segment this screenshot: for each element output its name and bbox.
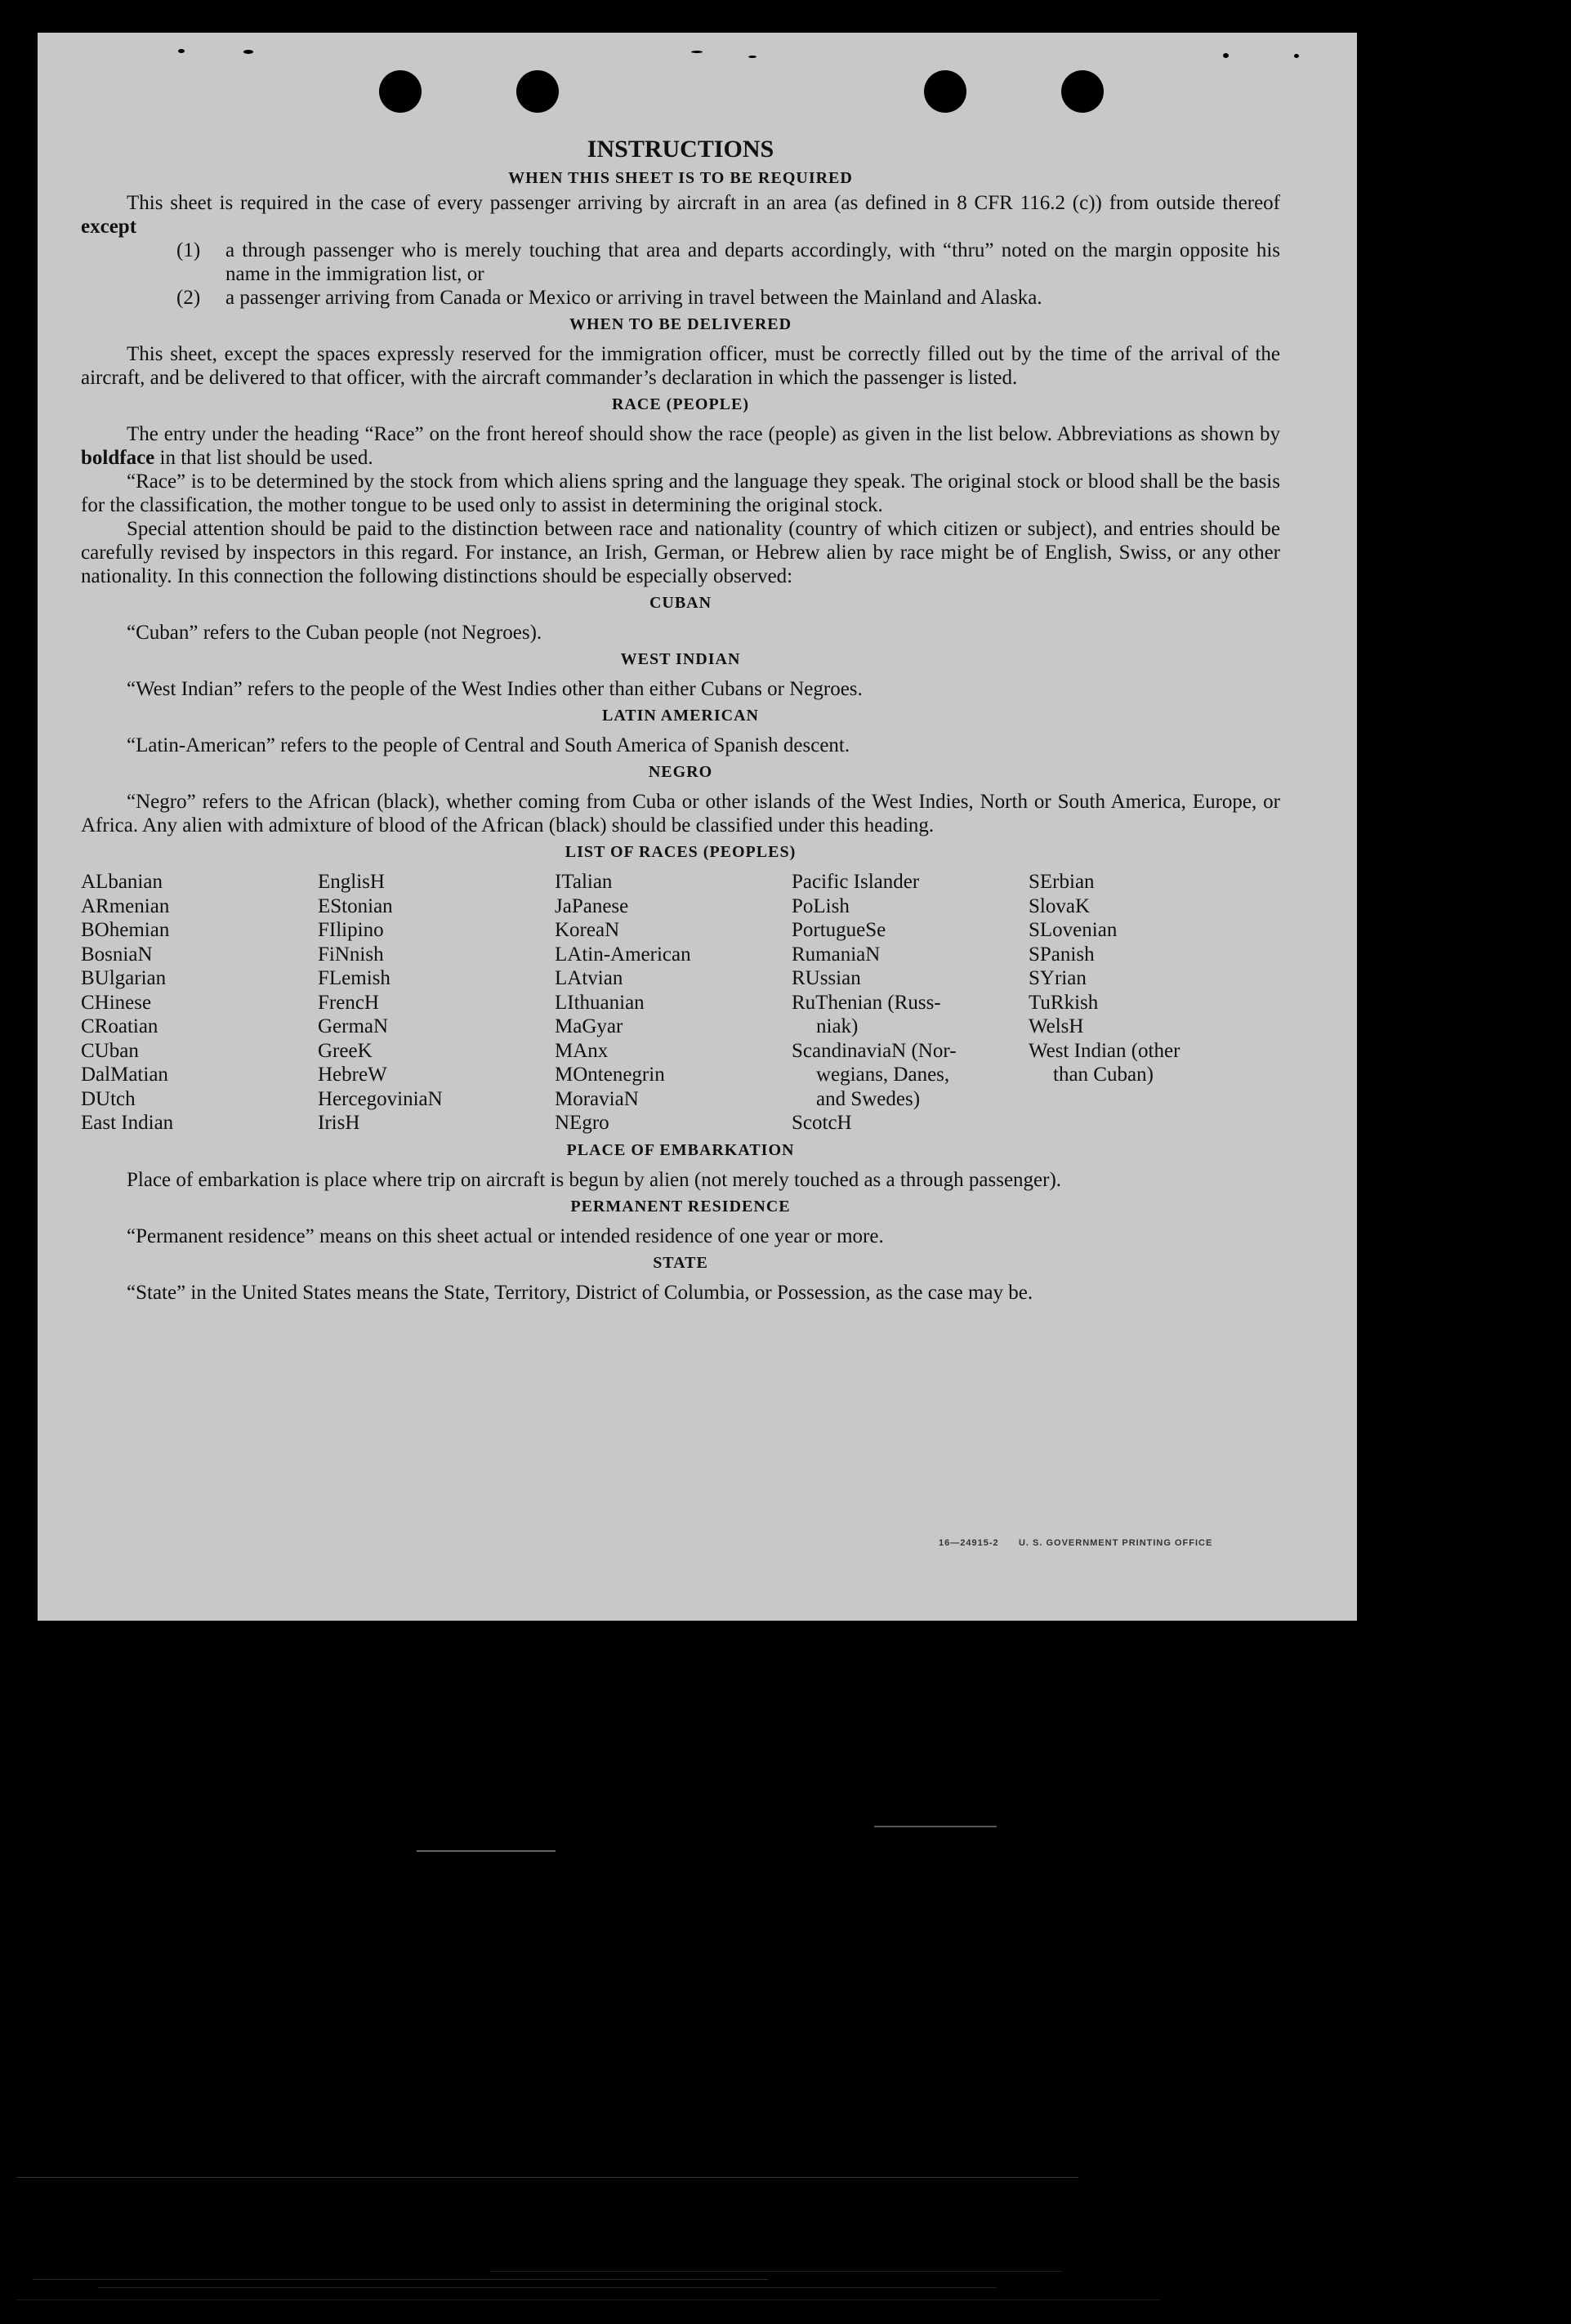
- races-column-2: [318, 870, 555, 1135]
- race-entry: SErbian: [1029, 871, 1095, 893]
- race-entry: BUlgarian: [81, 967, 167, 989]
- race-entry: ALbanian: [81, 871, 163, 893]
- form-code: 16—24915-2: [939, 1538, 999, 1548]
- race-entry: FiNnish: [318, 943, 384, 966]
- race-entry: IrisH: [318, 1112, 360, 1134]
- race-entry: ARmenian: [81, 894, 170, 917]
- race-entry: ScandinaviaN (Nor-: [792, 1039, 957, 1062]
- races-column-1: [81, 870, 318, 1135]
- race-entry: BOhemian: [81, 919, 170, 941]
- document-page: [38, 33, 1357, 1621]
- race-entry-continuation: wegians, Danes,: [816, 1064, 950, 1086]
- race-paragraph-1: The entry under the heading “Race” on the front hereof should show the race (people) as given in the list below. Abbreviations as shown by boldface in that list should be used.: [81, 423, 1280, 469]
- punch-hole-1: [379, 70, 422, 113]
- residence-text: “Permanent residence” means on this sheet actual or intended residence of one year or more.: [127, 1224, 884, 1247]
- heading-state: STATE: [653, 1253, 708, 1272]
- race-entry: DUtch: [81, 1087, 136, 1110]
- required-intro: This sheet is required in the case of every passenger arriving by aircraft in an area (as defined in 8 CFR 116.2 (c)) from outside thereof except: [81, 192, 1280, 238]
- race-entry: CRoatian: [81, 1015, 158, 1037]
- race-entry: MaGyar: [555, 1015, 623, 1037]
- race-entry: BosniaN: [81, 943, 153, 966]
- race-entry: FLemish: [318, 967, 391, 989]
- race-entry: EStonian: [318, 894, 393, 917]
- race-entry: KoreaN: [555, 919, 620, 941]
- race-entry: FIlipino: [318, 919, 384, 941]
- scan-noise: [0, 2255, 1571, 2324]
- race-entry: SlovaK: [1029, 894, 1090, 917]
- race-entry: PoLish: [792, 894, 850, 917]
- west-indian-text: “West Indian” refers to the people of the West Indies other than either Cubans or Negroes.: [127, 678, 863, 700]
- required-item: (2) a passenger arriving from Canada or Mexico or arriving in travel between the Mainland and Alaska.: [176, 287, 1042, 309]
- heading-negro: NEGRO: [648, 763, 713, 781]
- race-entry: SPanish: [1029, 943, 1095, 966]
- printer-name: U. S. GOVERNMENT PRINTING OFFICE: [1018, 1538, 1213, 1548]
- heading-when-required: WHEN THIS SHEET IS TO BE REQUIRED: [508, 169, 853, 187]
- heading-list-of-races: LIST OF RACES (PEOPLES): [565, 843, 797, 861]
- delivered-text: This sheet, except the spaces expressly reserved for the immigration officer, must be correctly filled out by the time of the arrival of the aircraft, and be delivered to that officer, with the aircraft commander’s declaration in which the passenger is listed.: [81, 343, 1280, 389]
- race-entry: LAtvian: [555, 967, 623, 989]
- page-title: INSTRUCTIONS: [587, 136, 774, 163]
- scan-artifact-line: [874, 1826, 997, 1827]
- punch-hole-4: [1061, 70, 1104, 113]
- race-entry: HebreW: [318, 1064, 387, 1086]
- race-entry: LAtin-American: [555, 943, 691, 966]
- race-entry: Pacific Islander: [792, 871, 920, 893]
- heading-permanent-residence: PERMANENT RESIDENCE: [570, 1197, 791, 1216]
- race-paragraph-2: “Race” is to be determined by the stock from which aliens spring and the language they speak. The original stock or blood shall be the basis for the classification, the mother tongue to be used only to assist in determining the original stock.: [81, 471, 1280, 516]
- race-entry: PortugueSe: [792, 919, 886, 941]
- heading-cuban: CUBAN: [649, 594, 712, 612]
- speck: [691, 51, 703, 53]
- race-entry: GermaN: [318, 1015, 389, 1037]
- race-entry: RumaniaN: [792, 943, 881, 966]
- race-entry: CHinese: [81, 991, 152, 1014]
- speck: [1294, 54, 1299, 58]
- race-entry: RUssian: [792, 967, 861, 989]
- race-entry: East Indian: [81, 1112, 174, 1134]
- scan-artifact-line: [417, 1850, 556, 1852]
- race-entry: HercegoviniaN: [318, 1087, 443, 1110]
- speck: [1223, 53, 1229, 58]
- state-text: “State” in the United States means the State, Territory, District of Columbia, or Possession, as the case may be.: [127, 1281, 1033, 1304]
- scan-noise-specks: [16, 2271, 1160, 2300]
- punch-hole-3: [924, 70, 966, 113]
- races-column-4: [792, 870, 1029, 1135]
- race-entry: CUban: [81, 1039, 139, 1062]
- speck: [178, 49, 185, 53]
- race-entry: WelsH: [1029, 1015, 1084, 1037]
- race-entry: DalMatian: [81, 1064, 168, 1086]
- race-entry: MoraviaN: [555, 1087, 639, 1110]
- heading-place-of-embarkation: PLACE OF EMBARKATION: [566, 1140, 795, 1159]
- race-entry-continuation: and Swedes): [816, 1087, 921, 1110]
- race-entry: NEgro: [555, 1112, 609, 1134]
- race-entry: MOntenegrin: [555, 1064, 665, 1086]
- negro-text: “Negro” refers to the African (black), whether coming from Cuba or other islands of the West Indies, North or South America, Europe, or Africa. Any alien with admixture of blood of the African (black) should be classified under this heading.: [81, 791, 1280, 836]
- race-entry: GreeK: [318, 1039, 373, 1062]
- race-entry: EnglisH: [318, 871, 385, 893]
- races-column-3: [555, 870, 792, 1135]
- race-entry: West Indian (other: [1029, 1039, 1180, 1062]
- race-entry-continuation: than Cuban): [1053, 1064, 1154, 1086]
- heading-west-indian: WEST INDIAN: [620, 650, 741, 668]
- race-entry: ScotcH: [792, 1112, 852, 1134]
- race-entry: SLovenian: [1029, 919, 1118, 941]
- races-table: [81, 870, 1280, 1135]
- race-paragraph-3: Special attention should be paid to the distinction between race and nationality (country of which citizen or subject), and entries should be carefully revised by inspectors in this regard. For instance, an Irish, German, or Hebrew alien by race might be of English, Swiss, or any other nationality. In this connection the following distinctions should be especially observed:: [81, 518, 1280, 587]
- instructions-content: [81, 136, 1280, 1305]
- race-entry: FrencH: [318, 991, 379, 1014]
- race-entry: JaPanese: [555, 894, 629, 917]
- cuban-text: “Cuban” refers to the Cuban people (not Negroes).: [127, 622, 542, 644]
- heading-latin-american: LATIN AMERICAN: [602, 707, 759, 725]
- scan-artifact-line: [16, 2177, 1078, 2178]
- race-entry: MAnx: [555, 1039, 609, 1062]
- race-entry: RuThenian (Russ-: [792, 991, 941, 1014]
- latin-american-text: “Latin-American” refers to the people of Central and South America of Spanish descent.: [127, 734, 850, 756]
- punch-hole-2: [516, 70, 559, 113]
- race-entry: LIthuanian: [555, 991, 645, 1014]
- heading-when-delivered: WHEN TO BE DELIVERED: [569, 315, 792, 333]
- race-entry-continuation: niak): [816, 1015, 859, 1037]
- required-item: (1) a through passenger who is merely touching that area and departs accordingly, with “thru” noted on the margin opposite his name in the immigration list, or: [176, 239, 1280, 285]
- race-entry: TuRkish: [1029, 991, 1099, 1014]
- embarkation-text: Place of embarkation is place where trip on aircraft is begun by alien (not merely touched as a through passenger).: [127, 1168, 1062, 1191]
- speck: [243, 50, 253, 54]
- race-entry: ITalian: [555, 871, 613, 893]
- printer-imprint: [939, 1538, 1212, 1548]
- races-column-5: [1029, 870, 1241, 1135]
- race-entry: SYrian: [1029, 967, 1087, 989]
- heading-race: RACE (PEOPLE): [612, 395, 749, 413]
- speck: [748, 56, 756, 58]
